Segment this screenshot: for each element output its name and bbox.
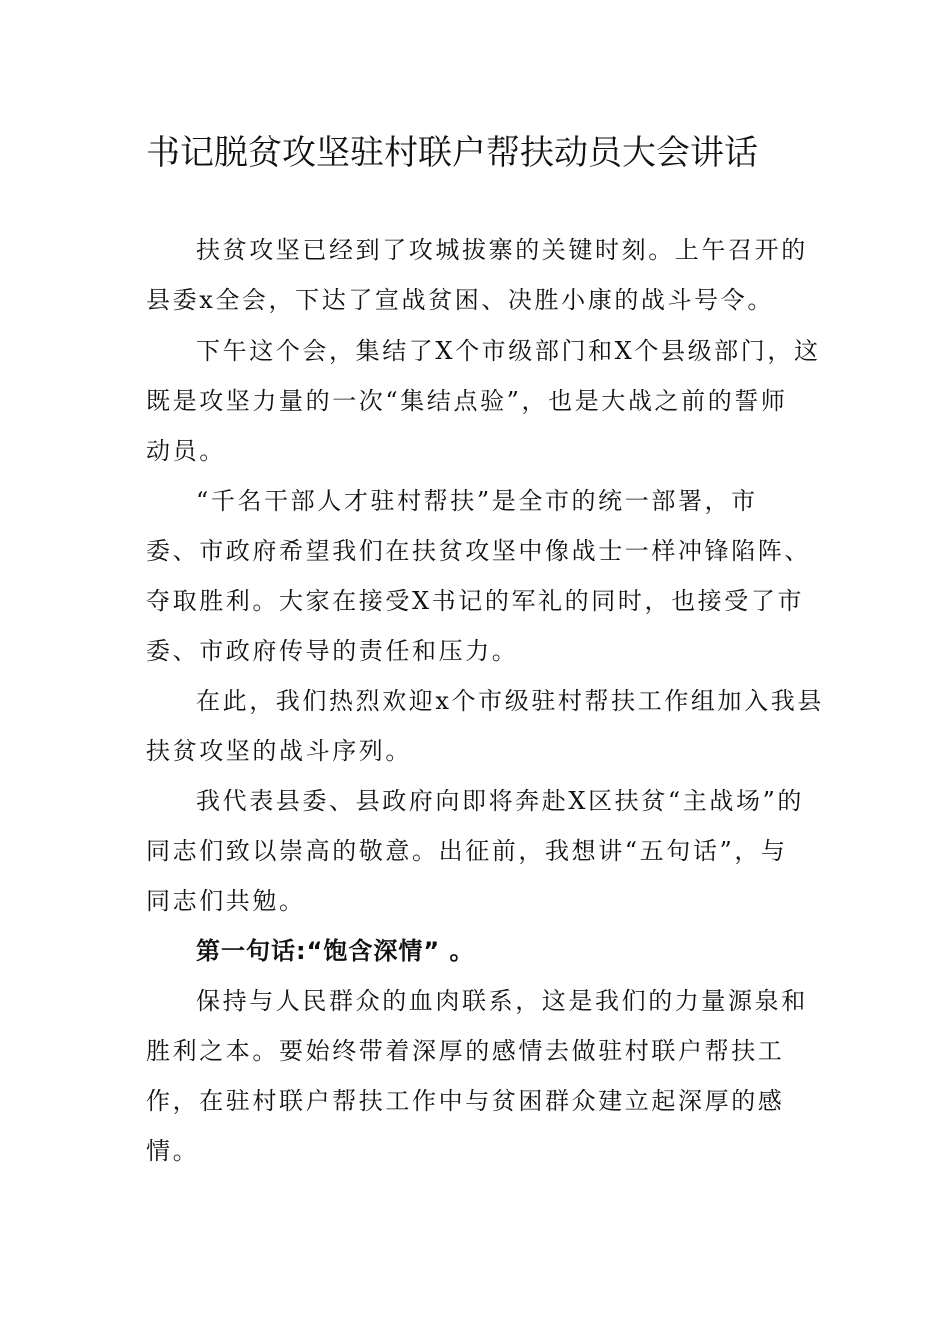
paragraph-line: 委、市政府希望我们在扶贫攻坚中像战士一样冲锋陷阵、	[146, 537, 811, 565]
paragraph-line: “千名干部人才驻村帮扶”是全市的统一部署，市	[196, 487, 758, 515]
paragraph-line: 我代表县委、县政府向即将奔赴X区扶贫“主战场”的	[196, 787, 805, 815]
paragraph-line: 动员。	[146, 437, 226, 465]
paragraph-line: 作，在驻村联户帮扶工作中与贫困群众建立起深厚的感	[146, 1087, 785, 1115]
paragraph-line: 同志们致以崇高的敬意。出征前，我想讲“五句话”，与	[146, 837, 788, 865]
paragraph-line: 在此，我们热烈欢迎x个市级驻村帮扶工作组加入我县	[196, 687, 824, 715]
paragraph-line: 夺取胜利。大家在接受X书记的军礼的同时，也接受了市	[146, 587, 805, 615]
paragraph-line: 既是攻坚力量的一次“集结点验”，也是大战之前的誓师	[146, 387, 788, 415]
paragraph-line: 县委x全会，下达了宣战贫困、决胜小康的战斗号令。	[146, 286, 774, 314]
paragraph-line: 保持与人民群众的血肉联系，这是我们的力量源泉和	[196, 987, 808, 1015]
section-heading: 第一句话:“饱含深情” 。	[196, 937, 475, 965]
paragraph-line: 扶贫攻坚已经到了攻城拔寨的关键时刻。上午召开的	[196, 236, 808, 264]
paragraph-line: 扶贫攻坚的战斗序列。	[146, 737, 412, 765]
paragraph-line: 情。	[146, 1137, 200, 1165]
paragraph-line: 胜利之本。要始终带着深厚的感情去做驻村联户帮扶工	[146, 1037, 785, 1065]
document-title: 书记脱贫攻坚驻村联户帮扶动员大会讲话	[146, 133, 758, 173]
paragraph-line: 同志们共勉。	[146, 887, 306, 915]
paragraph-line: 委、市政府传导的责任和压力。	[146, 637, 519, 665]
paragraph-line: 下午这个会，集结了X个市级部门和X个县级部门，这	[196, 337, 821, 365]
